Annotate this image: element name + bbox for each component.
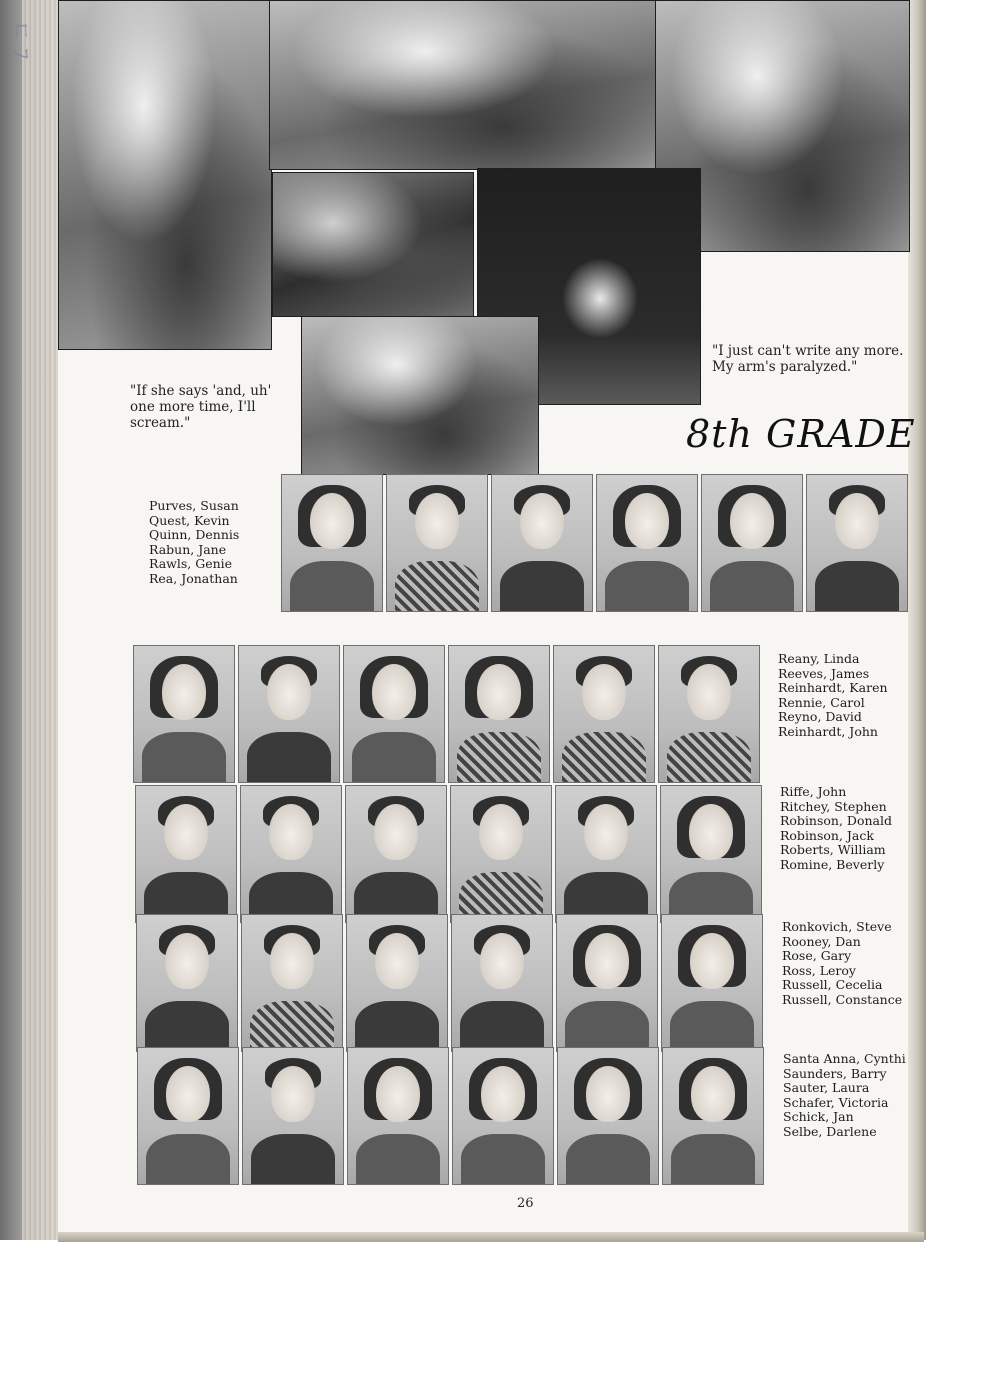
student-portrait bbox=[281, 474, 383, 612]
student-portrait bbox=[596, 474, 698, 612]
student-name: Ritchey, Stephen bbox=[780, 798, 887, 814]
student-name: Saunders, Barry bbox=[783, 1065, 887, 1081]
student-name: Rose, Gary bbox=[782, 948, 852, 964]
photo-students-seated bbox=[301, 316, 539, 475]
student-name: Robinson, Jack bbox=[780, 827, 874, 843]
student-portrait bbox=[450, 785, 552, 923]
student-name: Rabun, Jane bbox=[149, 541, 227, 557]
student-name: Reinhardt, John bbox=[778, 723, 878, 739]
student-portrait bbox=[238, 645, 340, 783]
student-name: Rooney, Dan bbox=[782, 933, 861, 949]
student-name: Sauter, Laura bbox=[783, 1080, 870, 1096]
student-portrait bbox=[241, 914, 343, 1052]
student-name: Purves, Susan bbox=[149, 498, 239, 513]
student-name: Reyno, David bbox=[778, 709, 862, 725]
student-name: Rennie, Carol bbox=[778, 694, 865, 710]
student-name: Romine, Beverly bbox=[780, 856, 885, 872]
student-name: Rea, Jonathan bbox=[149, 570, 238, 586]
section-title: 8th GRADE bbox=[686, 412, 916, 456]
student-name: Santa Anna, Cynthi bbox=[783, 1051, 906, 1066]
student-portrait bbox=[136, 914, 238, 1052]
student-portrait bbox=[553, 645, 655, 783]
student-portrait bbox=[386, 474, 488, 612]
page-right-edge bbox=[908, 0, 926, 1240]
portrait-row-1 bbox=[281, 474, 908, 612]
caption-left: "If she says 'and, uh' one more time, I'll scream." bbox=[130, 383, 272, 431]
photo-classroom-desks bbox=[269, 0, 657, 170]
portrait-row-2 bbox=[133, 645, 760, 783]
margin-pencil-mark: ﾧ ﾌ bbox=[7, 20, 32, 60]
student-name: Schafer, Victoria bbox=[783, 1094, 889, 1110]
page-stack-edges bbox=[22, 0, 62, 1240]
student-portrait bbox=[701, 474, 803, 612]
student-name: Quinn, Dennis bbox=[149, 527, 240, 543]
student-portrait bbox=[660, 785, 762, 923]
photo-teacher-portrait bbox=[272, 172, 474, 317]
student-name: Roberts, William bbox=[780, 842, 886, 858]
page-bottom-edge bbox=[58, 1232, 924, 1242]
name-list-row-1 bbox=[149, 499, 239, 587]
name-list-row-3 bbox=[780, 785, 892, 873]
student-name: Ronkovich, Steve bbox=[782, 919, 892, 934]
caption-right: "I just can't write any more. My arm's paralyzed." bbox=[712, 343, 904, 375]
student-name: Ross, Leroy bbox=[782, 962, 856, 978]
student-name: Russell, Cecelia bbox=[782, 977, 883, 993]
student-portrait bbox=[661, 914, 763, 1052]
student-portrait bbox=[448, 645, 550, 783]
student-portrait bbox=[452, 1047, 554, 1185]
student-portrait bbox=[451, 914, 553, 1052]
student-name: Reeves, James bbox=[778, 665, 870, 681]
student-name: Rawls, Genie bbox=[149, 556, 233, 572]
student-name: Russell, Constance bbox=[782, 991, 903, 1007]
student-portrait bbox=[347, 1047, 449, 1185]
student-portrait bbox=[343, 645, 445, 783]
student-name: Quest, Kevin bbox=[149, 512, 230, 528]
portrait-row-5 bbox=[137, 1047, 764, 1185]
student-name: Riffe, John bbox=[780, 784, 847, 799]
student-portrait bbox=[662, 1047, 764, 1185]
name-list-row-2 bbox=[778, 652, 888, 740]
student-portrait bbox=[345, 785, 447, 923]
student-name: Selbe, Darlene bbox=[783, 1123, 877, 1139]
student-portrait bbox=[242, 1047, 344, 1185]
student-portrait bbox=[556, 914, 658, 1052]
portrait-row-4 bbox=[136, 914, 763, 1052]
student-portrait bbox=[240, 785, 342, 923]
student-portrait bbox=[346, 914, 448, 1052]
student-name: Schick, Jan bbox=[783, 1109, 854, 1125]
page-number: 26 bbox=[517, 1196, 534, 1211]
student-name: Reinhardt, Karen bbox=[778, 680, 888, 696]
student-portrait bbox=[555, 785, 657, 923]
student-portrait bbox=[658, 645, 760, 783]
student-portrait bbox=[806, 474, 908, 612]
student-portrait bbox=[135, 785, 237, 923]
portrait-row-3 bbox=[135, 785, 762, 923]
student-portrait bbox=[133, 645, 235, 783]
name-list-row-4 bbox=[782, 920, 902, 1008]
photo-teacher-reading bbox=[58, 0, 272, 350]
student-name: Robinson, Donald bbox=[780, 813, 892, 829]
student-name: Reany, Linda bbox=[778, 651, 860, 666]
student-portrait bbox=[557, 1047, 659, 1185]
student-portrait bbox=[491, 474, 593, 612]
name-list-row-5 bbox=[783, 1052, 906, 1140]
student-portrait bbox=[137, 1047, 239, 1185]
